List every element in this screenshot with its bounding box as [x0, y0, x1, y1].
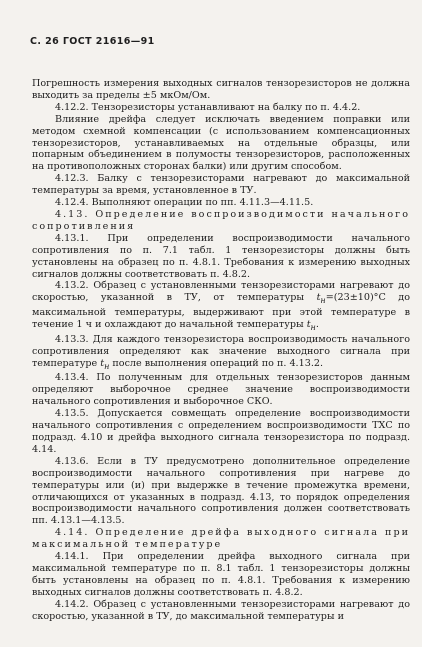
paragraph: [32, 78, 410, 102]
paragraph-text: 4.13.6. Если в ТУ предусмотрено дополнительное определение воспроизводимости начального сопротивления при нагреве до температуры или (и) при выдержке в течение промежутка времени, отличающихся от указанных в подразд. 4.13, то порядок определения воспроизводимости начального сопротивления должен соответствовать пп. 4.13.1—4.13.5.: [32, 455, 410, 527]
section-heading-text: 4.14. Определение дрейфа выходного сигнала при максимальной температуре: [32, 527, 410, 551]
section-heading: [32, 209, 410, 233]
paragraph-text: 4.12.3. Балку с тензорезисторами нагревают до максимальной температуры за время, установленное в ТУ.: [32, 173, 410, 197]
paragraph-text: Погрешность измерения выходных сигналов тензорезисторов не должна выходить за пределы ±5 мкОм/Ом.: [32, 78, 410, 101]
section-heading-text: 4.13. Определение воспроизводимости начального сопротивления: [32, 208, 410, 232]
paragraph-text: 4.13.3. Для каждого тензорезистора воспроизводимость начального сопротивления определяют как значение выходного сигнала при температуре: [32, 333, 410, 369]
paragraph-text: 4.13.4. По полученным для отдельных тензорезисторов данным определяют выборочное среднее значение воспроизводимости начального сопротивления и выборочное СКО.: [32, 372, 410, 408]
paragraph-text: .: [315, 319, 319, 331]
section-heading: [32, 527, 410, 551]
temperature-variable: t: [306, 319, 311, 331]
temperature-subscript: н: [310, 322, 316, 332]
paragraph-text: =(23±10)°С до максимальной температуры, выдерживают при этой температуре в течение 1 ч и охлаждают до начальной температуры: [32, 292, 410, 331]
paragraph: [32, 334, 410, 373]
temperature-subscript: н: [104, 361, 110, 371]
paragraph-text: Влияние дрейфа следует исключать введением поправки или методом схемной компенсации (с использованием компенсационных тензорезисторов, устанавливаемых на отдельные образцы, или попарным объединением в полумосты тензорезисторов, расположенных на противоположных сторонах балки) или другим способом.: [32, 113, 410, 173]
temperature-variable: t: [316, 292, 321, 304]
paragraph: [32, 197, 410, 209]
temperature-variable: t: [100, 357, 105, 369]
paragraph: [32, 280, 410, 333]
paragraph-text: 4.13.2. Образец с установленными тензорезисторами нагревают до скоростью, указанной в ТУ, от температуры: [32, 280, 410, 304]
temperature-subscript: н: [320, 296, 326, 306]
paragraph: [32, 372, 410, 408]
paragraph: [32, 408, 410, 456]
paragraph-text: 4.12.4. Выполняют операции по пп. 4.11.3—4.11.5.: [55, 197, 314, 209]
paragraph-text: 4.13.5. Допускается совмещать определение воспроизводимости начального сопротивления с определением воспроизводимости ТХС по подразд. 4.10 и дрейфа выходного сигнала тензорезистора по подразд. 4.14.: [32, 408, 410, 455]
paragraph: [32, 599, 410, 623]
paragraph: [32, 551, 410, 599]
document-body: [32, 78, 410, 623]
paragraph: [32, 114, 410, 174]
paragraph-text: 4.13.1. При определении воспроизводимости начального сопротивления по п. 7.1 табл. 1 тензорезисторы должны быть установлены на образец по п. 4.8.1. Требования к измерению выходных сигналов должны соответствовать п. 4.8.2.: [32, 232, 410, 280]
paragraph-text: 4.12.2. Тензорезисторы устанавливают на балку по п. 4.4.2.: [55, 101, 361, 113]
paragraph: [32, 233, 410, 281]
paragraph: [32, 173, 410, 197]
page-header: С. 26 ГОСТ 21616—91: [30, 36, 155, 47]
paragraph-text: 4.14.1. При определении дрейфа выходного сигнала при максимальной температуре по п. 8.1 табл. 1 тензорезисторы должны быть установлены на образец по п. 4.8.1. Требования к измерению выходных сигналов должны соответствовать п. 4.8.2.: [32, 551, 410, 598]
paragraph-text: 4.14.2. Образец с установленными тензорезисторами нагревают до скоростью, указанной в ТУ, до максимальной температуры и: [32, 598, 410, 622]
paragraph-text: после выполнения операций по п. 4.13.2.: [109, 357, 324, 369]
paragraph: [32, 102, 410, 114]
paragraph: [32, 456, 410, 527]
